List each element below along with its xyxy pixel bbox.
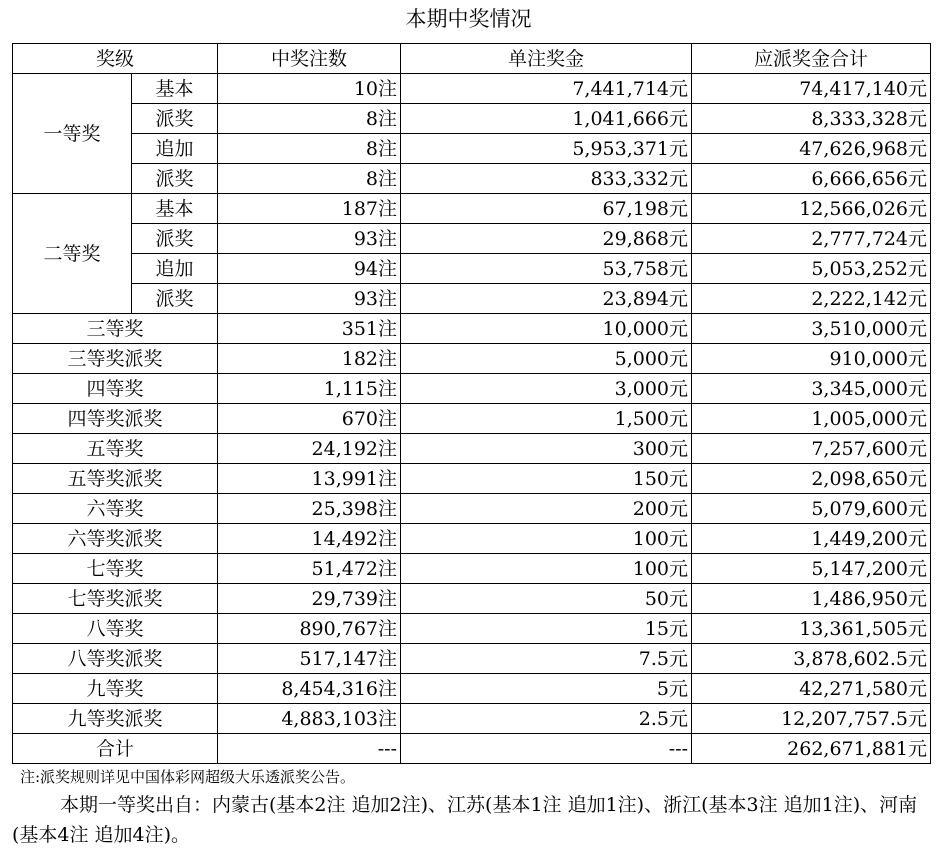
table-row — [13, 404, 931, 434]
winning-count: 13,991注 — [218, 464, 401, 494]
sub-level: 追加 — [132, 254, 218, 284]
unit-prize: --- — [401, 734, 692, 764]
table-row — [13, 464, 931, 494]
table-row — [13, 134, 931, 164]
unit-prize: 2.5元 — [401, 704, 692, 734]
total-prize: 1,449,200元 — [692, 524, 931, 554]
winning-count: 4,883,103注 — [218, 704, 401, 734]
sub-level: 派奖 — [132, 164, 218, 194]
total-prize: 7,257,600元 — [692, 434, 931, 464]
unit-prize: 150元 — [401, 464, 692, 494]
total-prize: 2,222,142元 — [692, 284, 931, 314]
winning-count: 10注 — [218, 74, 401, 104]
table-row — [13, 314, 931, 344]
table-row — [13, 524, 931, 554]
unit-prize: 5,000元 — [401, 344, 692, 374]
footnote: 注:派奖规则详见中国体彩网超级大乐透派奖公告。 — [20, 768, 356, 786]
prize-level: 三等奖 — [13, 314, 218, 344]
unit-prize: 29,868元 — [401, 224, 692, 254]
winning-count: 8注 — [218, 164, 401, 194]
unit-prize: 833,332元 — [401, 164, 692, 194]
winning-count: 8注 — [218, 134, 401, 164]
group-name: 一等奖 — [13, 74, 132, 194]
total-prize: 13,361,505元 — [692, 614, 931, 644]
table-row — [13, 104, 931, 134]
unit-prize: 100元 — [401, 554, 692, 584]
winning-count: 187注 — [218, 194, 401, 224]
winning-count: 29,739注 — [218, 584, 401, 614]
table-row — [13, 164, 931, 194]
prize-level: 六等奖 — [13, 494, 218, 524]
sub-level: 派奖 — [132, 104, 218, 134]
unit-prize: 67,198元 — [401, 194, 692, 224]
table-row — [13, 224, 931, 254]
table-row — [13, 74, 931, 104]
sub-level: 基本 — [132, 74, 218, 104]
total-prize: 262,671,881元 — [692, 734, 931, 764]
winning-count: 24,192注 — [218, 434, 401, 464]
total-row — [13, 734, 931, 764]
unit-prize: 7.5元 — [401, 644, 692, 674]
winning-count: 517,147注 — [218, 644, 401, 674]
winning-count: 351注 — [218, 314, 401, 344]
header-unit-prize: 单注奖金 — [401, 44, 692, 74]
table-row — [13, 704, 931, 734]
table-row — [13, 434, 931, 464]
sub-level: 追加 — [132, 134, 218, 164]
winning-count: 670注 — [218, 404, 401, 434]
unit-prize: 3,000元 — [401, 374, 692, 404]
unit-prize: 1,500元 — [401, 404, 692, 434]
total-prize: 6,666,656元 — [692, 164, 931, 194]
winning-count: 93注 — [218, 284, 401, 314]
table-row — [13, 674, 931, 704]
total-prize: 2,777,724元 — [692, 224, 931, 254]
unit-prize: 7,441,714元 — [401, 74, 692, 104]
unit-prize: 5元 — [401, 674, 692, 704]
prize-level: 六等奖派奖 — [13, 524, 218, 554]
winning-count: 51,472注 — [218, 554, 401, 584]
table-row — [13, 374, 931, 404]
header-total-prize: 应派奖金合计 — [692, 44, 931, 74]
sub-level: 派奖 — [132, 284, 218, 314]
winning-count: 1,115注 — [218, 374, 401, 404]
unit-prize: 5,953,371元 — [401, 134, 692, 164]
prize-level: 合计 — [13, 734, 218, 764]
total-prize: 47,626,968元 — [692, 134, 931, 164]
header-prize-level: 奖级 — [13, 44, 218, 74]
total-prize: 1,486,950元 — [692, 584, 931, 614]
prize-table — [12, 43, 931, 764]
prize-level: 三等奖派奖 — [13, 344, 218, 374]
group-name: 二等奖 — [13, 194, 132, 314]
unit-prize: 23,894元 — [401, 284, 692, 314]
unit-prize: 53,758元 — [401, 254, 692, 284]
winning-count: 93注 — [218, 224, 401, 254]
total-prize: 1,005,000元 — [692, 404, 931, 434]
total-prize: 8,333,328元 — [692, 104, 931, 134]
table-row — [13, 644, 931, 674]
unit-prize: 100元 — [401, 524, 692, 554]
sub-level: 基本 — [132, 194, 218, 224]
unit-prize: 1,041,666元 — [401, 104, 692, 134]
total-prize: 12,207,757.5元 — [692, 704, 931, 734]
table-row — [13, 254, 931, 284]
winning-count: 8,454,316注 — [218, 674, 401, 704]
first-prize-origin: 本期一等奖出自：内蒙古(基本2注 追加2注)、江苏(基本1注 追加1注)、浙江(基本3注 追加1注)、河南(基本4注 追加4注)。 — [12, 794, 918, 846]
prize-level: 五等奖派奖 — [13, 464, 218, 494]
table-header-row — [13, 44, 931, 74]
table-row — [13, 614, 931, 644]
table-row — [13, 344, 931, 374]
table-row — [13, 494, 931, 524]
table-row — [13, 554, 931, 584]
sub-level: 派奖 — [132, 224, 218, 254]
total-prize: 5,079,600元 — [692, 494, 931, 524]
table-row — [13, 584, 931, 614]
total-prize: 42,271,580元 — [692, 674, 931, 704]
prize-level: 七等奖 — [13, 554, 218, 584]
table-row — [13, 284, 931, 314]
unit-prize: 50元 — [401, 584, 692, 614]
page-title: 本期中奖情况 — [405, 7, 532, 31]
winning-count: 94注 — [218, 254, 401, 284]
header-winning-count: 中奖注数 — [218, 44, 401, 74]
total-prize: 910,000元 — [692, 344, 931, 374]
unit-prize: 10,000元 — [401, 314, 692, 344]
total-prize: 5,147,200元 — [692, 554, 931, 584]
winning-count: 8注 — [218, 104, 401, 134]
unit-prize: 15元 — [401, 614, 692, 644]
total-prize: 3,510,000元 — [692, 314, 931, 344]
unit-prize: 200元 — [401, 494, 692, 524]
total-prize: 74,417,140元 — [692, 74, 931, 104]
winning-count: 14,492注 — [218, 524, 401, 554]
winning-count: --- — [218, 734, 401, 764]
prize-level: 四等奖派奖 — [13, 404, 218, 434]
table-row — [13, 194, 931, 224]
total-prize: 3,878,602.5元 — [692, 644, 931, 674]
prize-level: 八等奖派奖 — [13, 644, 218, 674]
total-prize: 2,098,650元 — [692, 464, 931, 494]
prize-level: 九等奖 — [13, 674, 218, 704]
prize-level: 八等奖 — [13, 614, 218, 644]
winning-count: 182注 — [218, 344, 401, 374]
prize-level: 四等奖 — [13, 374, 218, 404]
winning-count: 890,767注 — [218, 614, 401, 644]
unit-prize: 300元 — [401, 434, 692, 464]
total-prize: 12,566,026元 — [692, 194, 931, 224]
winning-count: 25,398注 — [218, 494, 401, 524]
prize-level: 九等奖派奖 — [13, 704, 218, 734]
prize-level: 七等奖派奖 — [13, 584, 218, 614]
total-prize: 5,053,252元 — [692, 254, 931, 284]
total-prize: 3,345,000元 — [692, 374, 931, 404]
prize-level: 五等奖 — [13, 434, 218, 464]
